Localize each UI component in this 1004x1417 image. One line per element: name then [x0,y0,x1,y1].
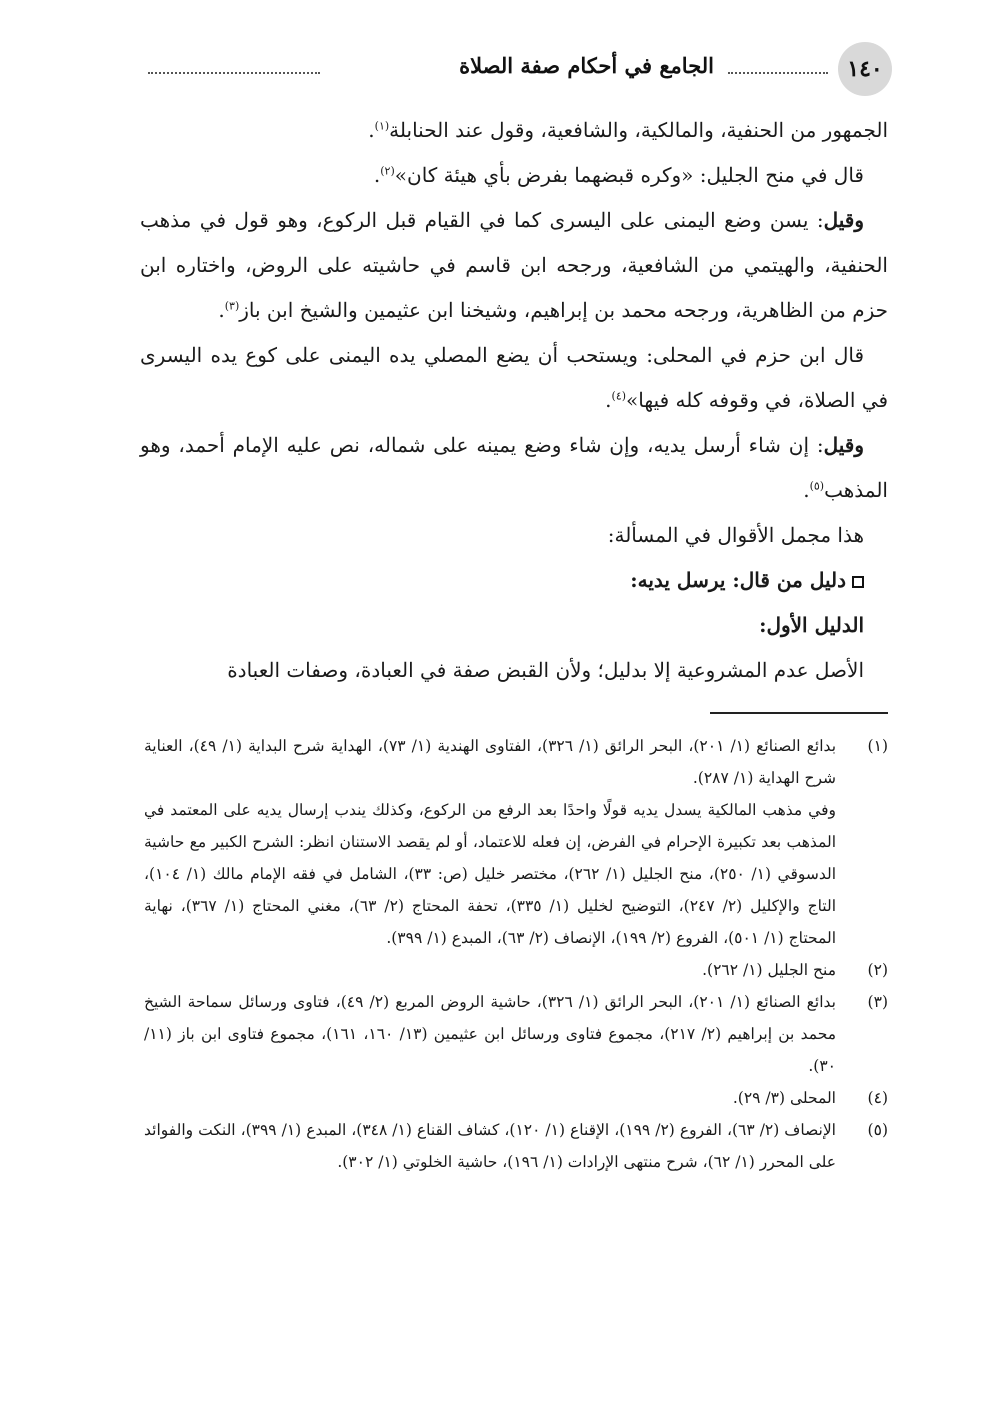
footnote-text: منح الجليل (١/ ٢٦٢). [702,961,836,979]
footnote-body [144,1114,836,1178]
footnote-body [144,954,836,986]
footnote [144,730,888,954]
footnote-text: الإنصاف (٢/ ٦٣)، الفروع (٢/ ١٩٩)، الإقناع (١/ ١٢٠)، كشاف القناع (١/ ٣٤٨)، المبدع (١/ ٣٩٩)، النكت والفوائد على المحرر (١/ ٦٢)، شرح منتهى الإرادات (١/ ١٩٦)، حاشية الخلوتي (١/ ٣٠٢). [144,1121,836,1171]
footnote-text: بدائع الصنائع (١/ ٢٠١)، البحر الرائق (١/ ٣٢٦)، حاشية الروض المربع (٢/ ٤٩)، فتاوى ورسائل سماحة الشيخ محمد بن إبراهيم (٢/ ٢١٧)، مجموع فتاوى ورسائل ابن عثيمين (١٣/ ١٦٠، ١٦١)، مجموع فتاوى ابن باز (١١/ ٣٠). [144,993,837,1075]
paragraph-text: قال في منح الجليل: «وكره قبضهما بفرض بأي هيئة كان» [394,163,864,187]
footnote-number: (١) [867,737,888,755]
paragraph: قال في منح الجليل: «وكره قبضهما بفرض بأي هيئة كان»$^{(٢)}$. [373,163,864,187]
paragraph: هذا مجمل الأقوال في المسألة: [607,523,864,547]
paragraph: وقيل: إن شاء أرسل يديه، وإن شاء وضع يمينه على شماله، نص عليه الإمام أحمد، وهو المذهب$^{(٥)}$. [140,433,888,502]
subsection-heading: الدليل الأول: [759,613,864,637]
footnote-text: بدائع الصنائع (١/ ٢٠١)، البحر الرائق (١/ ٣٢٦)، الفتاوى الهندية (١/ ٧٣)، الهداية شرح البداية (١/ ٤٩)، العناية شرح الهداية (١/ ٢٨٧). [144,737,837,787]
paragraph: الأصل عدم المشروعية إلا بدليل؛ ولأن القبض صفة في العبادة، وصفات العبادة [227,658,864,682]
paragraph-text: الجمهور من الحنفية، والمالكية، والشافعية، وقول عند الحنابلة [389,118,888,142]
main-text [140,108,888,693]
paragraph: الجمهور من الحنفية، والمالكية، والشافعية، وقول عند الحنابلة$^{(١)}$. [368,118,888,142]
book-title: الجامع في أحكام صفة الصلاة [459,53,714,78]
footnote-body [144,730,836,954]
keyword: وقيل [823,208,865,232]
footnote-separator [710,712,888,714]
section-heading [140,558,888,603]
paragraph-text: قال ابن حزم في المحلى: ويستحب أن يضع المصلي يده اليمنى على كوع يده اليسرى في الصلاة، في وقوفه كله فيها» [140,343,888,412]
footnote [144,1082,888,1114]
footnote-body [144,986,836,1082]
paragraph: قال ابن حزم في المحلى: ويستحب أن يضع المصلي يده اليمنى على كوع يده اليسرى في الصلاة، في وقوفه كله فيها»$^{(٤)}$. [140,343,888,412]
footnote-number: (٥) [867,1121,888,1139]
footnote-ref: (٤) [611,389,627,403]
checkbox-square-icon [852,576,864,588]
running-header [140,42,892,98]
footnote-number: (٢) [867,961,888,979]
paragraph-text: : يسن وضع اليمنى على اليسرى كما في القيام قبل الركوع، وهو قول في مذهب الحنفية، والهيتمي من الشافعية، ورجحه ابن قاسم في حاشيته على الروض، واختاره ابن حزم من الظاهرية، ورجحه محمد بن إبراهيم، وشيخنا ابن عثيمين والشيخ ابن باز [140,208,888,322]
footnote [144,954,888,986]
footnote-number: (٣) [867,993,888,1011]
footnote-body [144,1082,836,1114]
paragraph-text: : إن شاء أرسل يديه، وإن شاء وضع يمينه على شماله، نص عليه الإمام أحمد، وهو المذهب [140,433,888,502]
footnotes [144,730,888,1178]
footnote-number: (٤) [867,1089,888,1107]
footnote-ref: (٥) [809,479,825,493]
page-number: ١٤٠ [838,42,892,96]
footnote-text: المحلى (٣/ ٢٩). [732,1089,836,1107]
header-dotted-rule-right [728,72,828,74]
footnote [144,1114,888,1178]
footnote-ref: (٢) [380,164,395,178]
footnote-ref: (١) [374,119,390,133]
paragraph: وقيل: يسن وضع اليمنى على اليسرى كما في القيام قبل الركوع، وهو قول في مذهب الحنفية، والهيتمي من الشافعية، ورجحه ابن قاسم في حاشيته على الروض، واختاره ابن حزم من الظاهرية، ورجحه محمد بن إبراهيم، وشيخنا ابن عثيمين والشيخ ابن باز$^{(٣)}$. [140,208,888,322]
header-dotted-rule-left [148,72,320,74]
footnote-text: وفي مذهب المالكية يسدل يديه قولًا واحدًا بعد الرفع من الركوع، وكذلك يندب إرسال يديه على المعتمد في المذهب بعد تكبيرة الإحرام في الفرض، إن فعله للاعتماد، أو لم يقصد الاستنان انظر: الشرح الكبير مع حاشية الدسوقي (١/ ٢٥٠)، منح الجليل (١/ ٢٦٢)، مختصر خليل (ص: ٣٣)، الشامل في فقه الإمام مالك (١/ ١٠٤)، التاج والإكليل (٢/ ٢٤٧)، التوضيح لخليل (١/ ٣٣٥)، تحفة المحتاج (٢/ ٦٣)، مغني المحتاج (١/ ٣٦٧)، نهاية المحتاج (١/ ٥٠١)، الفروع (٢/ ١٩٩)، الإنصاف (٢/ ٦٣)، المبدع (١/ ٣٩٩). [144,801,837,947]
footnote-ref: (٣) [224,299,240,313]
heading-text: دليل من قال: يرسل يديه: [630,568,846,592]
keyword: وقيل [823,433,864,457]
footnote [144,986,888,1082]
